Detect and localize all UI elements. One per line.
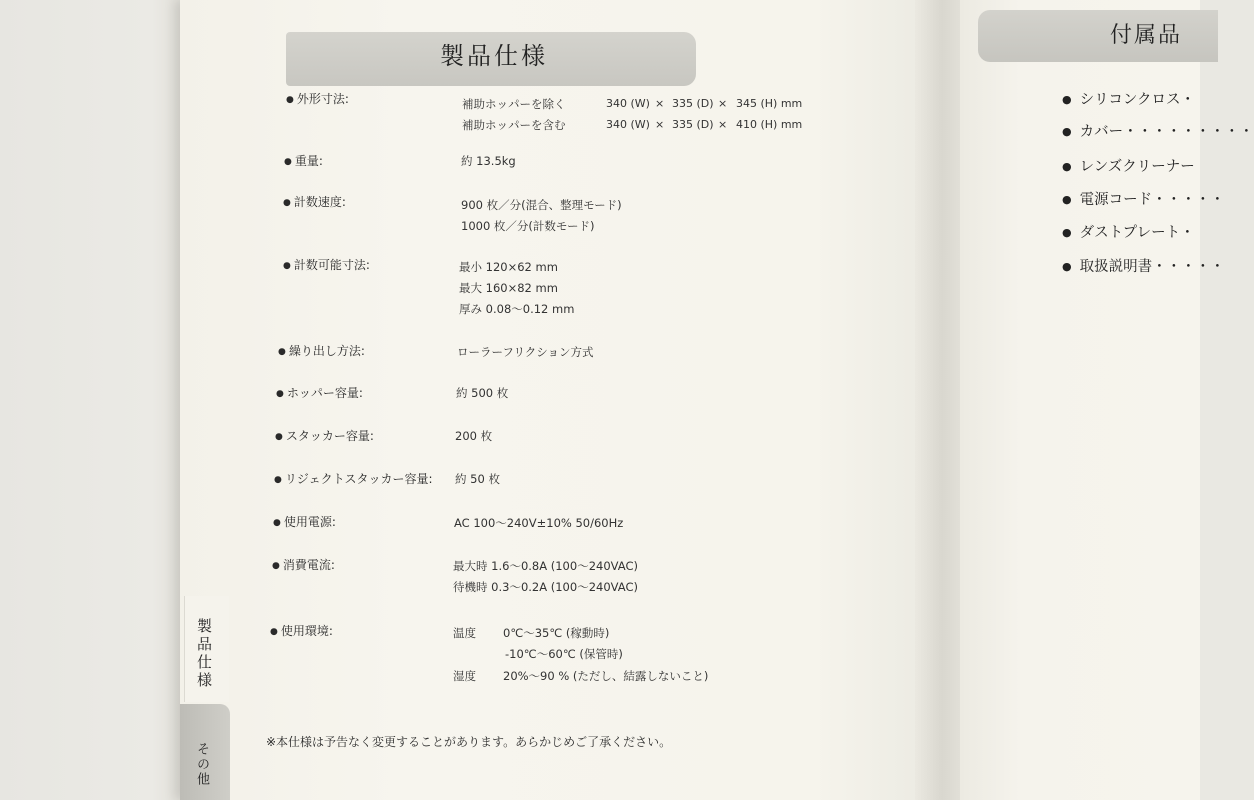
spec-value: 最大時 1.6～0.8A (100～240VAC)	[453, 559, 638, 573]
spec-value: 1000 枚／分(計数モード)	[461, 219, 595, 233]
bullet-icon: ●	[1062, 226, 1072, 239]
bullet-icon: ●	[272, 561, 280, 571]
env-key-temperature: 温度	[453, 626, 476, 640]
bullet-icon: ●	[273, 518, 281, 528]
spec-value: 最大 160×82 mm	[459, 281, 558, 295]
dimension-separator: ×	[718, 118, 728, 131]
spec-value: 約 500 枚	[456, 386, 509, 400]
spec-change-note: ※本仕様は予告なく変更することがあります。あらかじめご了承ください。	[266, 735, 672, 749]
spec-value: 約 50 枚	[455, 472, 500, 486]
env-value: 0℃～35℃ (稼動時)	[503, 626, 610, 640]
side-tab-other-label: その他	[194, 742, 209, 787]
accessory-item: ● ダストプレート・	[1062, 225, 1195, 241]
bullet-icon: ●	[278, 347, 286, 357]
spec-label-feed-method: ● 繰り出し方法:	[278, 344, 365, 358]
accessory-item: ● 電源コード・・・・・	[1062, 192, 1225, 208]
accessory-item: ● レンズクリーナー	[1062, 159, 1195, 175]
accessory-item: ● 取扱説明書・・・・・	[1062, 259, 1225, 275]
bullet-icon: ●	[283, 261, 291, 271]
table-surface	[0, 0, 190, 800]
bullet-icon: ●	[270, 627, 278, 637]
bullet-icon: ●	[1062, 193, 1072, 206]
spec-label-stacker-capacity: ● スタッカー容量:	[275, 429, 374, 443]
bullet-icon: ●	[275, 432, 283, 442]
bullet-icon: ●	[284, 157, 292, 167]
spec-label-power-supply: ● 使用電源:	[273, 515, 336, 529]
spec-value: 最小 120×62 mm	[459, 260, 558, 274]
spec-label-count-speed: ● 計数速度:	[283, 195, 346, 209]
spec-label-hopper-capacity: ● ホッパー容量:	[276, 386, 363, 400]
spec-label-weight: ● 重量:	[284, 154, 323, 168]
spec-value: AC 100～240V±10% 50/60Hz	[454, 516, 624, 530]
spec-value: 厚み 0.08～0.12 mm	[459, 302, 575, 316]
right-page-title: 付属品	[1110, 23, 1183, 48]
dimension-separator: ×	[655, 97, 665, 110]
dimension-width: 340 (W)	[606, 97, 650, 110]
spec-value: ローラーフリクション方式	[457, 345, 594, 359]
spec-value: 約 13.5kg	[461, 154, 516, 168]
spec-label-dimensions: ● 外形寸法:	[286, 92, 349, 106]
bullet-icon: ●	[1062, 93, 1072, 106]
dimension-width: 340 (W)	[606, 118, 650, 131]
spec-value: 900 枚／分(混合、整理モード)	[461, 198, 622, 212]
page-title: 製品仕様	[440, 42, 548, 70]
spec-label-operating-environment: ● 使用環境:	[270, 624, 333, 638]
bullet-icon: ●	[276, 389, 284, 399]
env-value: 20%～90 % (ただし、結露しないこと)	[503, 669, 709, 683]
dimension-height: 410 (H) mm	[736, 118, 803, 131]
dimension-row-name: 補助ホッパーを含む	[462, 118, 566, 132]
spec-label-current-consumption: ● 消費電流:	[272, 558, 335, 572]
spec-value: 待機時 0.3～0.2A (100～240VAC)	[453, 580, 638, 594]
dimension-depth: 335 (D)	[672, 118, 714, 131]
env-value: -10℃～60℃ (保管時)	[505, 647, 623, 661]
bullet-icon: ●	[274, 475, 282, 485]
spec-label-reject-stacker-capacity: ● リジェクトスタッカー容量:	[274, 472, 433, 486]
accessory-item: ● シリコンクロス・	[1062, 92, 1196, 108]
dimension-separator: ×	[655, 118, 665, 131]
bullet-icon: ●	[1062, 160, 1072, 173]
dimension-row-name: 補助ホッパーを除く	[462, 97, 566, 111]
bullet-icon: ●	[286, 95, 294, 105]
bullet-icon: ●	[1062, 260, 1072, 273]
bullet-icon: ●	[1062, 125, 1072, 138]
env-key-humidity: 湿度	[453, 669, 476, 683]
dimension-height: 345 (H) mm	[736, 97, 803, 110]
spec-label-countable-size: ● 計数可能寸法:	[283, 258, 370, 272]
side-tab-specs-label: 製品仕様	[195, 618, 213, 690]
dimension-depth: 335 (D)	[672, 97, 714, 110]
dimension-separator: ×	[718, 97, 728, 110]
spec-value: 200 枚	[455, 429, 493, 443]
bullet-icon: ●	[283, 198, 291, 208]
accessory-item: ● カバー・・・・・・・・・	[1062, 124, 1254, 140]
